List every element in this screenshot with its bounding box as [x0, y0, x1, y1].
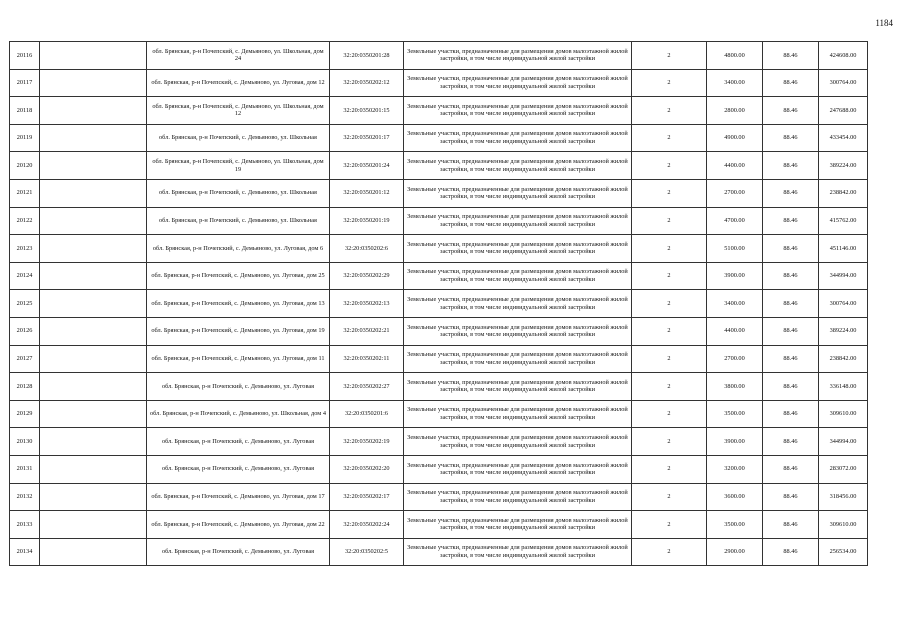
row-number-cell: 20123	[10, 235, 40, 263]
cadastral-cost-cell: 300764.00	[819, 69, 868, 97]
address-cell: обл. Брянская, р-н Почепский, с. Демьяново, ул. Школьная	[147, 207, 330, 235]
land-use-cell: Земельные участки, предназначенные для размещения домов малоэтажной жилой застройки, в том числе индивидуальной жилой застройки	[404, 262, 632, 290]
cadastral-cost-cell: 344994.00	[819, 262, 868, 290]
empty-cell	[40, 373, 147, 401]
category-cell: 2	[632, 538, 707, 566]
land-use-cell: Земельные участки, предназначенные для размещения домов малоэтажной жилой застройки, в том числе индивидуальной жилой застройки	[404, 317, 632, 345]
empty-cell	[40, 152, 147, 180]
row-number-cell: 20121	[10, 179, 40, 207]
row-number-cell: 20130	[10, 428, 40, 456]
empty-cell	[40, 400, 147, 428]
address-cell: обл. Брянская, р-н Почепский, с. Демьяново, ул. Школьная, дом 24	[147, 42, 330, 70]
cadastral-cost-cell: 389224.00	[819, 152, 868, 180]
row-number-cell: 20117	[10, 69, 40, 97]
area-cell: 3600.00	[707, 483, 763, 511]
table-row	[10, 235, 868, 263]
table-row	[10, 97, 868, 125]
table-row	[10, 179, 868, 207]
row-number-cell: 20118	[10, 97, 40, 125]
empty-cell	[40, 69, 147, 97]
empty-cell	[40, 124, 147, 152]
table-row	[10, 42, 868, 70]
land-use-cell: Земельные участки, предназначенные для размещения домов малоэтажной жилой застройки, в том числе индивидуальной жилой застройки	[404, 483, 632, 511]
cadastral-cost-cell: 336148.00	[819, 373, 868, 401]
category-cell: 2	[632, 373, 707, 401]
cadastral-number-cell: 32:20:0350202:6	[330, 235, 404, 263]
empty-cell	[40, 42, 147, 70]
address-cell: обл. Брянская, р-н Почепский, с. Демьяново, ул. Школьная, дом 4	[147, 400, 330, 428]
category-cell: 2	[632, 207, 707, 235]
cadastral-number-cell: 32:20:0350202:20	[330, 455, 404, 483]
rate-cell: 88.46	[763, 207, 819, 235]
row-number-cell: 20119	[10, 124, 40, 152]
cadastral-cost-cell: 433454.00	[819, 124, 868, 152]
empty-cell	[40, 235, 147, 263]
land-use-cell: Земельные участки, предназначенные для размещения домов малоэтажной жилой застройки, в том числе индивидуальной жилой застройки	[404, 235, 632, 263]
address-cell: обл. Брянская, р-н Почепский, с. Демьяново, ул. Луговая, дом 13	[147, 290, 330, 318]
area-cell: 5100.00	[707, 235, 763, 263]
category-cell: 2	[632, 345, 707, 373]
address-cell: обл. Брянская, р-н Почепский, с. Демьяново, ул. Луговая	[147, 538, 330, 566]
cadastral-number-cell: 32:20:0350201:24	[330, 152, 404, 180]
cadastral-cost-cell: 247688.00	[819, 97, 868, 125]
row-number-cell: 20125	[10, 290, 40, 318]
rate-cell: 88.46	[763, 124, 819, 152]
row-number-cell: 20134	[10, 538, 40, 566]
row-number-cell: 20132	[10, 483, 40, 511]
address-cell: обл. Брянская, р-н Почепский, с. Демьяново, ул. Луговая, дом 22	[147, 511, 330, 539]
area-cell: 4900.00	[707, 124, 763, 152]
row-number-cell: 20116	[10, 42, 40, 70]
empty-cell	[40, 511, 147, 539]
table-row	[10, 428, 868, 456]
empty-cell	[40, 262, 147, 290]
row-number-cell: 20127	[10, 345, 40, 373]
cadastral-cost-cell: 283072.00	[819, 455, 868, 483]
rate-cell: 88.46	[763, 428, 819, 456]
cadastral-number-cell: 32:20:0350201:19	[330, 207, 404, 235]
land-use-cell: Земельные участки, предназначенные для размещения домов малоэтажной жилой застройки, в том числе индивидуальной жилой застройки	[404, 152, 632, 180]
category-cell: 2	[632, 511, 707, 539]
page-number: 1184	[875, 18, 893, 28]
cadastral-cost-cell: 256534.00	[819, 538, 868, 566]
rate-cell: 88.46	[763, 345, 819, 373]
cadastral-number-cell: 32:20:0350202:29	[330, 262, 404, 290]
cadastral-number-cell: 32:20:0350201:17	[330, 124, 404, 152]
rate-cell: 88.46	[763, 69, 819, 97]
address-cell: обл. Брянская, р-н Почепский, с. Демьяново, ул. Луговая, дом 6	[147, 235, 330, 263]
area-cell: 3800.00	[707, 373, 763, 401]
cadastral-cost-cell: 300764.00	[819, 290, 868, 318]
category-cell: 2	[632, 69, 707, 97]
area-cell: 3200.00	[707, 455, 763, 483]
area-cell: 2700.00	[707, 345, 763, 373]
empty-cell	[40, 179, 147, 207]
cadastral-number-cell: 32:20:0350201:12	[330, 179, 404, 207]
empty-cell	[40, 207, 147, 235]
area-cell: 4400.00	[707, 152, 763, 180]
category-cell: 2	[632, 455, 707, 483]
land-use-cell: Земельные участки, предназначенные для размещения домов малоэтажной жилой застройки, в том числе индивидуальной жилой застройки	[404, 290, 632, 318]
land-use-cell: Земельные участки, предназначенные для размещения домов малоэтажной жилой застройки, в том числе индивидуальной жилой застройки	[404, 373, 632, 401]
cadastral-number-cell: 32:20:0350202:11	[330, 345, 404, 373]
empty-cell	[40, 538, 147, 566]
address-cell: обл. Брянская, р-н Почепский, с. Демьяново, ул. Школьная, дом 19	[147, 152, 330, 180]
category-cell: 2	[632, 124, 707, 152]
empty-cell	[40, 483, 147, 511]
area-cell: 4400.00	[707, 317, 763, 345]
row-number-cell: 20124	[10, 262, 40, 290]
category-cell: 2	[632, 483, 707, 511]
empty-cell	[40, 317, 147, 345]
row-number-cell: 20131	[10, 455, 40, 483]
area-cell: 3900.00	[707, 428, 763, 456]
category-cell: 2	[632, 317, 707, 345]
cadastral-number-cell: 32:20:0350202:19	[330, 428, 404, 456]
cadastral-number-cell: 32:20:0350201:15	[330, 97, 404, 125]
cadastral-number-cell: 32:20:0350202:27	[330, 373, 404, 401]
land-use-cell: Земельные участки, предназначенные для размещения домов малоэтажной жилой застройки, в том числе индивидуальной жилой застройки	[404, 538, 632, 566]
table-row	[10, 483, 868, 511]
rate-cell: 88.46	[763, 42, 819, 70]
address-cell: обл. Брянская, р-н Почепский, с. Демьяново, ул. Луговая, дом 25	[147, 262, 330, 290]
category-cell: 2	[632, 235, 707, 263]
table-row	[10, 538, 868, 566]
land-use-cell: Земельные участки, предназначенные для размещения домов малоэтажной жилой застройки, в том числе индивидуальной жилой застройки	[404, 207, 632, 235]
rate-cell: 88.46	[763, 179, 819, 207]
address-cell: обл. Брянская, р-н Почепский, с. Демьяново, ул. Луговая, дом 12	[147, 69, 330, 97]
cadastral-number-cell: 32:20:0350202:21	[330, 317, 404, 345]
area-cell: 2900.00	[707, 538, 763, 566]
cadastral-cost-cell: 344994.00	[819, 428, 868, 456]
area-cell: 3500.00	[707, 511, 763, 539]
rate-cell: 88.46	[763, 97, 819, 125]
row-number-cell: 20133	[10, 511, 40, 539]
empty-cell	[40, 345, 147, 373]
empty-cell	[40, 290, 147, 318]
address-cell: обл. Брянская, р-н Почепский, с. Демьяново, ул. Луговая	[147, 455, 330, 483]
address-cell: обл. Брянская, р-н Почепский, с. Демьяново, ул. Школьная	[147, 124, 330, 152]
empty-cell	[40, 455, 147, 483]
cadastral-cost-cell: 424608.00	[819, 42, 868, 70]
category-cell: 2	[632, 400, 707, 428]
empty-cell	[40, 428, 147, 456]
rate-cell: 88.46	[763, 538, 819, 566]
table-row	[10, 345, 868, 373]
address-cell: обл. Брянская, р-н Почепский, с. Демьяново, ул. Школьная, дом 12	[147, 97, 330, 125]
area-cell: 2700.00	[707, 179, 763, 207]
category-cell: 2	[632, 262, 707, 290]
area-cell: 3900.00	[707, 262, 763, 290]
rate-cell: 88.46	[763, 455, 819, 483]
rate-cell: 88.46	[763, 152, 819, 180]
cadastral-number-cell: 32:20:0350201:28	[330, 42, 404, 70]
cadastral-cost-cell: 318456.00	[819, 483, 868, 511]
cadastral-number-cell: 32:20:0350201:6	[330, 400, 404, 428]
land-use-cell: Земельные участки, предназначенные для размещения домов малоэтажной жилой застройки, в том числе индивидуальной жилой застройки	[404, 97, 632, 125]
rate-cell: 88.46	[763, 373, 819, 401]
table-row	[10, 511, 868, 539]
table-row	[10, 400, 868, 428]
area-cell: 4700.00	[707, 207, 763, 235]
row-number-cell: 20120	[10, 152, 40, 180]
rate-cell: 88.46	[763, 511, 819, 539]
rate-cell: 88.46	[763, 262, 819, 290]
table-row	[10, 207, 868, 235]
category-cell: 2	[632, 179, 707, 207]
cadastral-cost-cell: 238842.00	[819, 345, 868, 373]
cadastral-cost-cell: 415762.00	[819, 207, 868, 235]
address-cell: обл. Брянская, р-н Почепский, с. Демьяново, ул. Луговая, дом 17	[147, 483, 330, 511]
cadastral-cost-cell: 309610.00	[819, 511, 868, 539]
land-use-cell: Земельные участки, предназначенные для размещения домов малоэтажной жилой застройки, в том числе индивидуальной жилой застройки	[404, 124, 632, 152]
category-cell: 2	[632, 290, 707, 318]
cadastral-number-cell: 32:20:0350202:13	[330, 290, 404, 318]
area-cell: 3400.00	[707, 290, 763, 318]
rate-cell: 88.46	[763, 400, 819, 428]
land-use-cell: Земельные участки, предназначенные для размещения домов малоэтажной жилой застройки, в том числе индивидуальной жилой застройки	[404, 400, 632, 428]
address-cell: обл. Брянская, р-н Почепский, с. Демьяново, ул. Луговая, дом 19	[147, 317, 330, 345]
cadastral-cost-cell: 451146.00	[819, 235, 868, 263]
row-number-cell: 20122	[10, 207, 40, 235]
table-row	[10, 455, 868, 483]
category-cell: 2	[632, 42, 707, 70]
rate-cell: 88.46	[763, 483, 819, 511]
cadastral-number-cell: 32:20:0350202:5	[330, 538, 404, 566]
table-row	[10, 69, 868, 97]
land-use-cell: Земельные участки, предназначенные для размещения домов малоэтажной жилой застройки, в том числе индивидуальной жилой застройки	[404, 179, 632, 207]
cadastral-number-cell: 32:20:0350202:17	[330, 483, 404, 511]
rate-cell: 88.46	[763, 317, 819, 345]
empty-cell	[40, 97, 147, 125]
address-cell: обл. Брянская, р-н Почепский, с. Демьяново, ул. Луговая	[147, 428, 330, 456]
land-use-cell: Земельные участки, предназначенные для размещения домов малоэтажной жилой застройки, в том числе индивидуальной жилой застройки	[404, 42, 632, 70]
address-cell: обл. Брянская, р-н Почепский, с. Демьяново, ул. Луговая	[147, 373, 330, 401]
rate-cell: 88.46	[763, 235, 819, 263]
cadastral-number-cell: 32:20:0350202:24	[330, 511, 404, 539]
table-row	[10, 124, 868, 152]
table-row	[10, 290, 868, 318]
table-row	[10, 262, 868, 290]
table-row	[10, 317, 868, 345]
table-row	[10, 152, 868, 180]
category-cell: 2	[632, 97, 707, 125]
land-use-cell: Земельные участки, предназначенные для размещения домов малоэтажной жилой застройки, в том числе индивидуальной жилой застройки	[404, 69, 632, 97]
table-row	[10, 373, 868, 401]
land-use-cell: Земельные участки, предназначенные для размещения домов малоэтажной жилой застройки, в том числе индивидуальной жилой застройки	[404, 511, 632, 539]
land-use-cell: Земельные участки, предназначенные для размещения домов малоэтажной жилой застройки, в том числе индивидуальной жилой застройки	[404, 345, 632, 373]
cadastral-number-cell: 32:20:0350202:12	[330, 69, 404, 97]
area-cell: 3400.00	[707, 69, 763, 97]
land-registry-table	[9, 41, 868, 566]
cadastral-cost-cell: 309610.00	[819, 400, 868, 428]
row-number-cell: 20129	[10, 400, 40, 428]
cadastral-cost-cell: 238842.00	[819, 179, 868, 207]
address-cell: обл. Брянская, р-н Почепский, с. Демьяново, ул. Луговая, дом 11	[147, 345, 330, 373]
rate-cell: 88.46	[763, 290, 819, 318]
address-cell: обл. Брянская, р-н Почепский, с. Демьяново, ул. Школьная	[147, 179, 330, 207]
category-cell: 2	[632, 152, 707, 180]
land-use-cell: Земельные участки, предназначенные для размещения домов малоэтажной жилой застройки, в том числе индивидуальной жилой застройки	[404, 428, 632, 456]
category-cell: 2	[632, 428, 707, 456]
land-use-cell: Земельные участки, предназначенные для размещения домов малоэтажной жилой застройки, в том числе индивидуальной жилой застройки	[404, 455, 632, 483]
cadastral-cost-cell: 389224.00	[819, 317, 868, 345]
row-number-cell: 20128	[10, 373, 40, 401]
area-cell: 3500.00	[707, 400, 763, 428]
row-number-cell: 20126	[10, 317, 40, 345]
area-cell: 2800.00	[707, 97, 763, 125]
area-cell: 4800.00	[707, 42, 763, 70]
table-body	[10, 42, 868, 566]
